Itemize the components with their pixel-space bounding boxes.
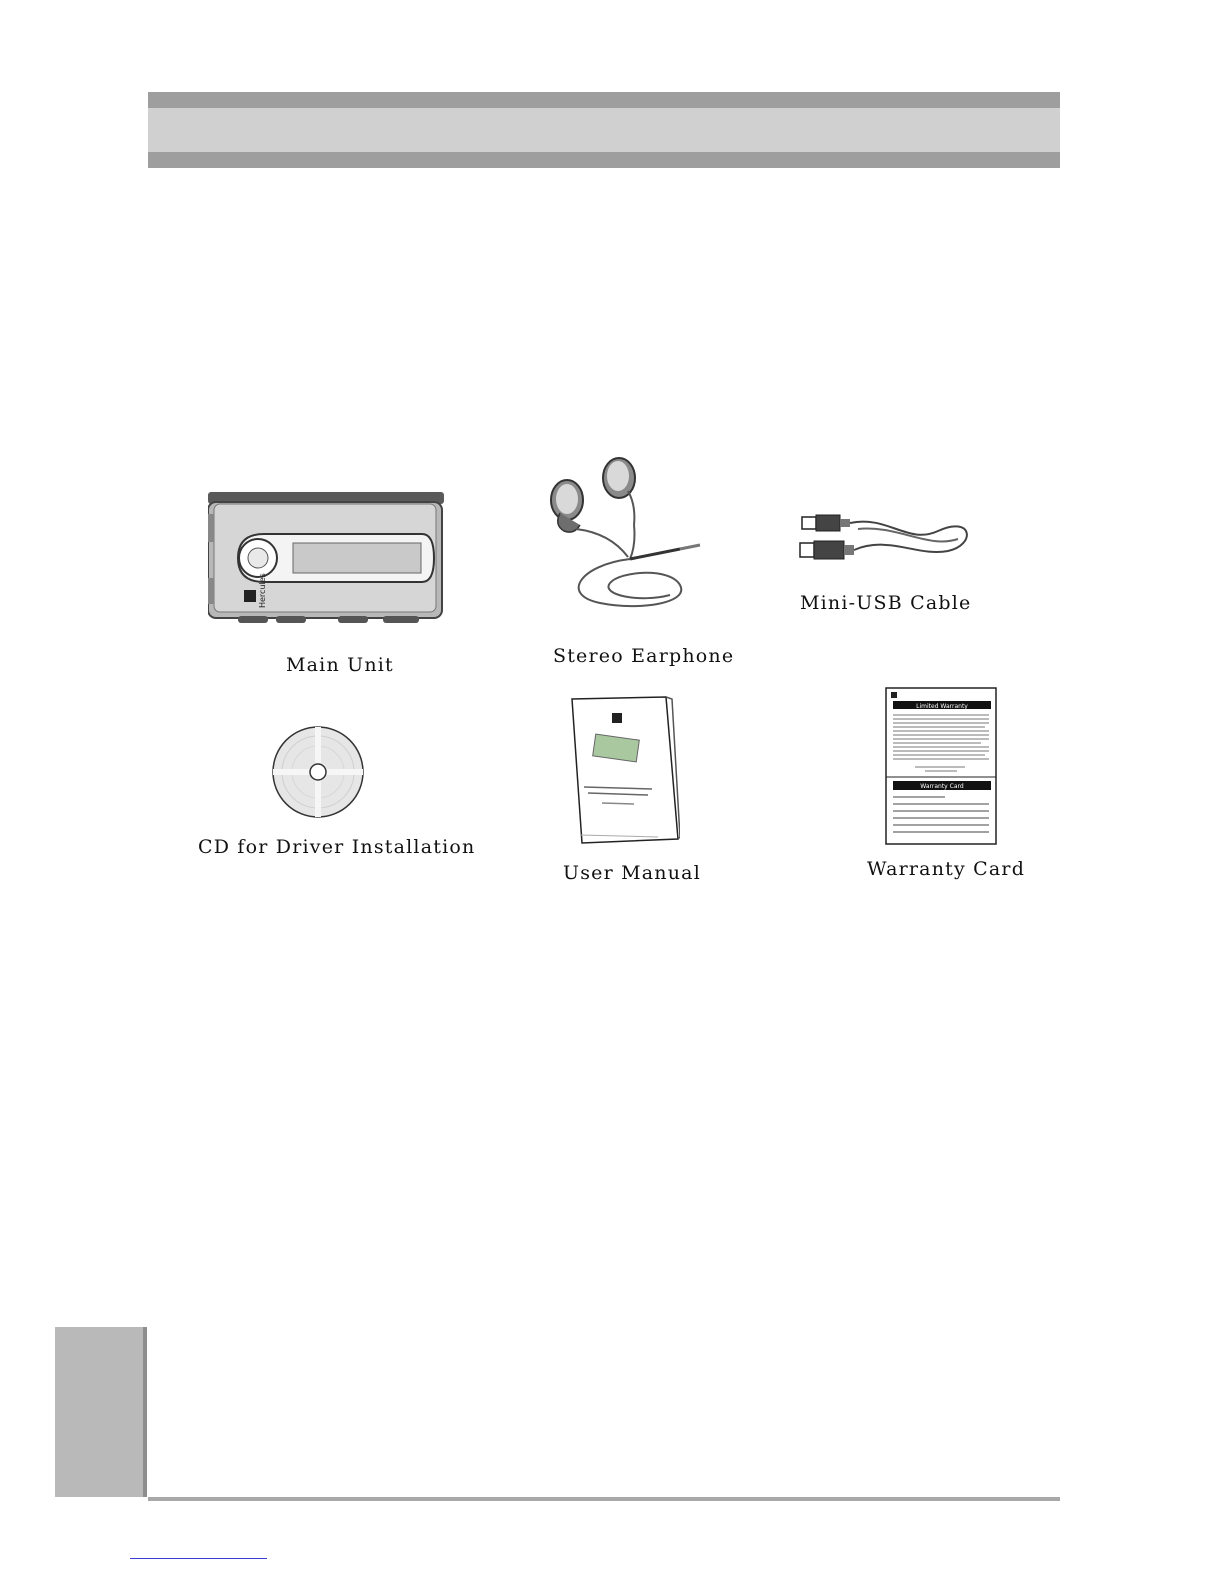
main-unit-caption: Main Unit <box>286 654 394 676</box>
main-unit-brand: Hercules <box>258 573 267 608</box>
header-band-title <box>148 108 1060 152</box>
cd-image <box>270 724 366 820</box>
mini-usb-cable-caption: Mini-USB Cable <box>800 592 972 614</box>
cd-caption: CD for Driver Installation <box>198 836 476 858</box>
stereo-earphone-image <box>540 455 710 615</box>
stereo-earphone-caption: Stereo Earphone <box>553 645 735 667</box>
warranty-heading-top: Limited Warranty <box>916 703 968 710</box>
user-manual-image <box>568 695 680 845</box>
header-band-top <box>148 92 1060 108</box>
link-underline <box>130 1558 267 1559</box>
page-side-tab <box>55 1327 147 1497</box>
bottom-rule <box>148 1497 1060 1501</box>
header-band-bottom <box>148 152 1060 168</box>
mini-usb-cable-image <box>798 505 978 565</box>
warranty-heading-bottom: Warranty Card <box>920 783 964 790</box>
main-unit-image <box>208 490 448 630</box>
warranty-card-image <box>885 687 997 845</box>
warranty-card-caption: Warranty Card <box>867 858 1026 880</box>
user-manual-caption: User Manual <box>563 862 701 884</box>
